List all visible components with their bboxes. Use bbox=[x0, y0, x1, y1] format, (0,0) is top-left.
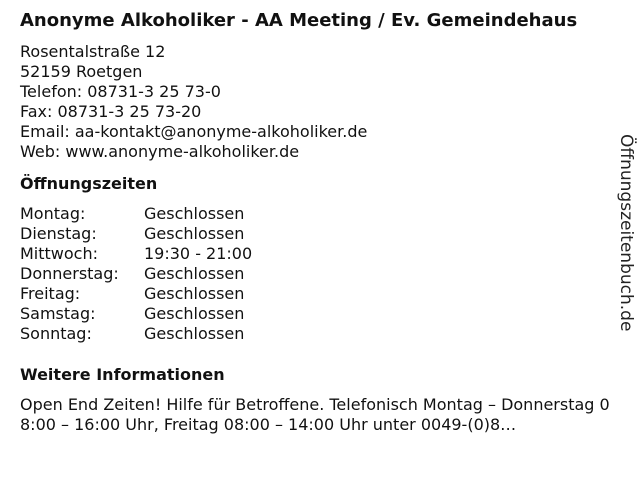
hours-row-sunday bbox=[20, 324, 618, 344]
day-label: Samstag: bbox=[20, 304, 96, 323]
day-label: Dienstag: bbox=[20, 224, 97, 243]
time-value: Geschlossen bbox=[144, 284, 245, 303]
hours-row-monday bbox=[20, 204, 618, 224]
opening-hours-heading: Öffnungszeiten bbox=[20, 174, 158, 193]
day-label: Sonntag: bbox=[20, 324, 92, 343]
contact-block bbox=[20, 42, 618, 162]
day-label: Mittwoch: bbox=[20, 244, 98, 263]
phone-number: Telefon: 08731-3 25 73-0 bbox=[20, 82, 221, 101]
hours-row-saturday bbox=[20, 304, 618, 324]
business-title: Anonyme Alkoholiker - AA Meeting / Ev. Gemeindehaus bbox=[20, 10, 578, 31]
opening-hours-table bbox=[20, 204, 618, 344]
day-label: Freitag: bbox=[20, 284, 81, 303]
additional-info-heading: Weitere Informationen bbox=[20, 365, 225, 384]
street-address: Rosentalstraße 12 bbox=[20, 42, 166, 61]
time-value: Geschlossen bbox=[144, 304, 245, 323]
hours-row-wednesday bbox=[20, 244, 618, 264]
website-address: Web: www.anonyme-alkoholiker.de bbox=[20, 142, 300, 161]
site-watermark: Öffnungszeitenbuch.de bbox=[616, 134, 636, 332]
time-value: Geschlossen bbox=[144, 264, 245, 283]
day-label: Donnerstag: bbox=[20, 264, 119, 283]
hours-row-friday bbox=[20, 284, 618, 304]
email-address: Email: aa-kontakt@anonyme-alkoholiker.de bbox=[20, 122, 368, 141]
time-value: Geschlossen bbox=[144, 204, 245, 223]
time-value: 19:30 - 21:00 bbox=[144, 244, 253, 263]
time-value: Geschlossen bbox=[144, 324, 245, 343]
time-value: Geschlossen bbox=[144, 224, 245, 243]
hours-row-tuesday bbox=[20, 224, 618, 244]
day-label: Montag: bbox=[20, 204, 86, 223]
additional-info-text: Open End Zeiten! Hilfe für Betroffene. Telefonisch Montag – Donnerstag 08:00 – 16:00 Uhr, Freitag 08:00 – 14:00 Uhr unter 0049-(0)8… bbox=[20, 395, 610, 434]
fax-number: Fax: 08731-3 25 73-20 bbox=[20, 102, 202, 121]
business-card bbox=[20, 10, 618, 435]
city-address: 52159 Roetgen bbox=[20, 62, 143, 81]
hours-row-thursday bbox=[20, 264, 618, 284]
